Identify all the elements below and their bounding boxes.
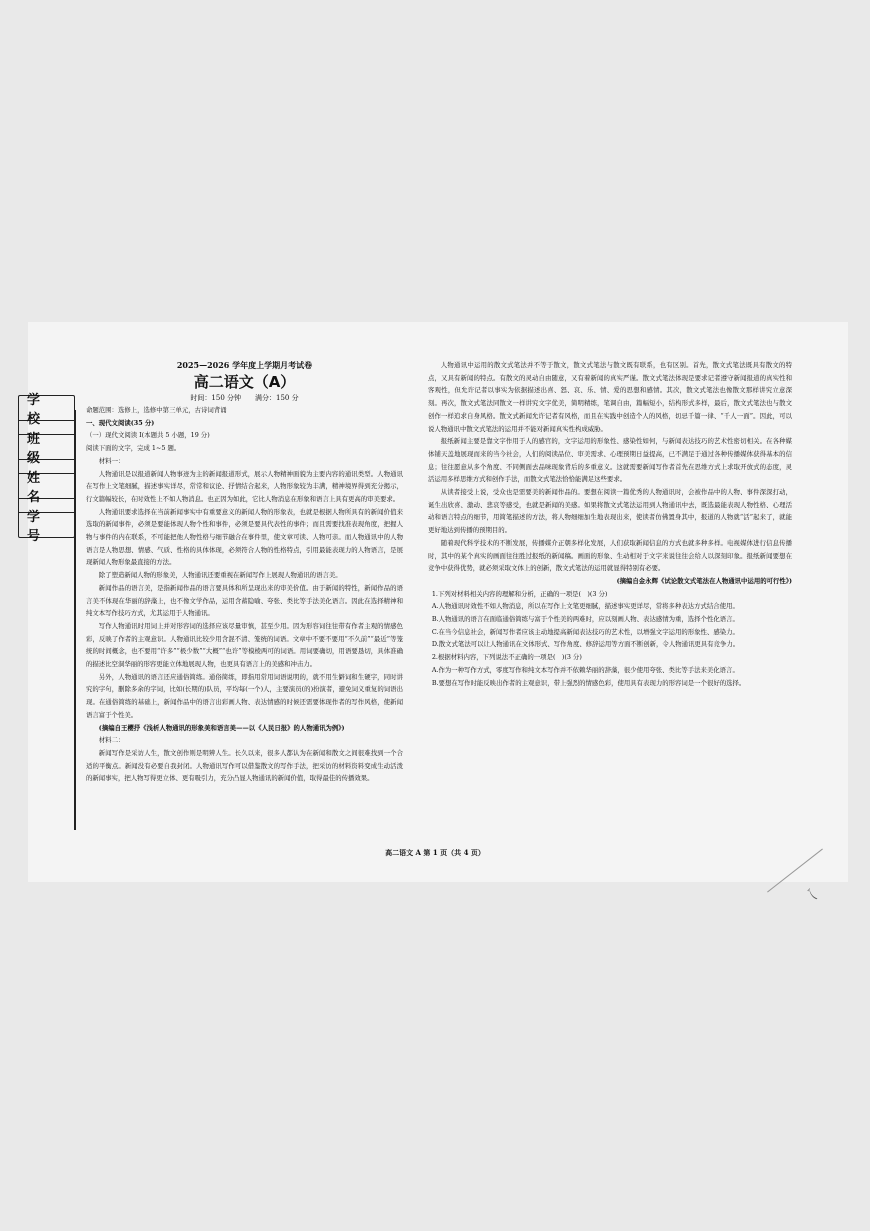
question-stem: 1.下列对材料相关内容的理解和分析，正确的一项是( )(3 分): [431, 589, 608, 598]
paragraph: 另外，人物通讯的语言还应通俗简练。通俗简练，即指用常用词语说明的，就不用生僻词和生硬字，同时讲究的字句，删除多余的字词，比如(长期的)队员，平均每(一个)人，主要演员(的)扮演者，避免词义重复的词语出现。在通俗简练的基础上，新闻作品中的语言出彩画人物、表达情感的时候还需要体现作者的写作风格，使新闻语言富于个性美。: [86, 672, 403, 719]
paragraph: 人物通讯中运用的散文式笔法并不等于散文，散文式笔法与散文既有联系，也有区别。首先，散文式笔法既具有散文的特点，又具有新闻的特点。有散文的灵动自由随意，又有着新闻的真实严谨。散文式笔法体现是要求记者遵守新闻报道的真实性和客观性，但允许记者以事实为依据描述出喜、怒、哀、乐、情、爱的思想和感情。其次，散文式笔法也像散文那样讲究立意深刻。再次，散文式笔法同散文一样讲究文字优美，简明精练，笔调自由，篇幅短小，结构形式多样，最后，散文式笔法也与散文创作一样追求自身风格。散文式新闻允许记者有风格，而且在实践中创造个人的风格，切忌千篇一律、“千人一面”。因此，可以说人物通讯中散文式笔法的运用并不能对新闻真实性构成威胁。: [428, 361, 792, 433]
paragraph: 随着现代科学技术的不断发展，传播媒介正朝多样化发展，人们获取新闻信息的方式也就多种多样。电视媒体进行信息传播时，其中的某个真实的画面往往胜过报纸的新闻稿。画面的形象、生动相对于文字来说往往会给人以深刻印象。报纸新闻要想在竞争中获得优势，就必须采取文体上的创新，散文式笔法的运用就显得特别有必要。: [428, 538, 792, 573]
exam-scope: 命题范围：选修上，选修中第三单元，古诗词背诵: [86, 406, 227, 414]
school-label: 学 校: [19, 396, 74, 421]
binding-line: [74, 410, 76, 830]
paragraph: 新闻写作是采访人生，散文创作则是明辨人生。长久以来，很多人都认为在新闻和散文之间很难找到一个合适的平衡点。新闻没有必要自我封闭。人物通讯写作可以借鉴散文的写作手法，把采访的材料资料变成生动活泼的新闻事实，把人物写得更立体、更有吸引力，充分凸显人物通讯的新闻价值，取得最佳的传播效果。: [86, 748, 403, 783]
source-citation: (摘编自王樱抒《浅析人物通讯的形象美和语言美——以《人民日报》的人物通讯为例》): [98, 723, 345, 732]
paragraph: 人物通讯是以报道新闻人物事迹为主的新闻报道形式，展示人物精神面貌为主要内容的通讯类型。人物通讯在写作上文笔细腻，描述事实详尽，常常和议论、抒情结合起来，人物形象较为丰满，精神境界得到充分揭示，行文篇幅较长，在时效性上不如人物消息。也正因为如此，它比人物消息在形象和语言上具有更高的审美要求。: [86, 469, 403, 503]
text-line: 一、现代文阅读(35 分): [86, 418, 155, 427]
exam-title: 高二语文（A）: [193, 373, 296, 391]
exam-name: 2025—2026 学年度上学期月考试卷: [176, 360, 313, 370]
paragraph: 写作人物通讯时用词上并对形容词的选择应该尽量审慎，甚至少用。因为形容词往往带有作者主观的情感色彩，反映了作者的主观意识。人物通讯比较少用含混不清、笼统的词语。文章中不要不要用“不久前”“最近”等笼统的时间概念，也不要用“许多”“极少数”“大概”“也许”等模棱两可的词语。用词要确切，用语要恳切，具体准确的描述比空洞华丽的形容更能立体地展现人物，也更具有语言上的美感和冲击力。: [86, 621, 403, 669]
answer-option: A.人物通讯时效性不如人物消息，所以在写作上文笔更细腻，描述事实更详尽，常将多种表达方式结合使用。: [431, 602, 739, 611]
source-citation: (摘编自金永辉《试论散文式笔法在人物通讯中运用的可行性》): [616, 576, 792, 585]
answer-option: D.散文式笔法可以让人物通讯在文体形式、写作角度、修辞运用等方面不断创新，令人物通讯更具有竞争力。: [431, 640, 740, 649]
time-score: 时间：150 分钟 满分：150 分: [190, 394, 299, 402]
answer-option: C.在当今信息社会，新闻写作者应该主动地提高新闻表达技巧的艺术性，以增强文字运用的形象性、感染力。: [431, 627, 739, 636]
paragraph: 新闻作品的语言美，是指新闻作品的语言要具体和所呈现出来的审美价值。由于新闻的特性，新闻作品的语言美不体现在华丽的辞藻上，也不像文学作品，运用含蓄隐喻、夸张、类比等手法美化语言。因此在选择精神和纯文本写作技巧方式，尤其运用于人物通讯。: [86, 583, 403, 618]
paragraph: 报纸新闻主要是靠文字作用于人的感官的，文字运用的形象性、感染性如何，与新闻表达技巧的艺术性密切相关。在各种媒体铺天盖地展现而来的当今社会，人们的阅读品位、审美需求、心理预期日益提高，已不满足于通过各种传播媒体获得基本的信息；往往愿意从多个角度、不同侧面去品味现象背后的多重意义。这就需要新闻写作者首先在思维方式上求取开放式的态度，灵活运用多样思维方式和创作手法，而散文式笔法恰恰能满足这些要求。: [428, 437, 792, 484]
paragraph: 材料二：: [98, 736, 125, 745]
answer-option: B.要想在写作时能反映出作者的主观意识，带上强烈的情感色彩，使用具有表现力的形容词是一个很好的选择。: [431, 678, 746, 687]
class-label: 班 级: [19, 435, 74, 460]
stray-mark: 乀: [806, 887, 819, 901]
answer-option: B.人物通讯的语言在面临通俗简练与富于个性美的两难时，应以刻画人物、表达感情为重，选择个性化语言。: [431, 615, 739, 624]
paragraph: 材料一：: [98, 456, 125, 465]
paragraph: 除了塑造新闻人物的形象美，人物通讯还要重视在新闻写作上展现人物通讯的语言美。: [98, 571, 342, 580]
left-column: [86, 359, 403, 785]
answer-option: A.作为一种写作方式，零度写作和纯文本写作并不依赖华丽的辞藻，很少使用夸张、类比等手法来美化语言。: [431, 665, 739, 674]
text-line: （一）现代文阅读 I(本题共 5 小题，19 分): [86, 431, 210, 440]
question-stem: 2.根据材料内容，下列说法不正确的一项是( )(3 分): [431, 653, 582, 662]
student-info-box: [18, 393, 75, 544]
paragraph: 从读者接受上说，受众也是需要美的新闻作品的。要想在阅读一篇优秀的人物通讯时，会被作品中的人物、事件深深打动，诞生出欣喜、激动、悲哀等感受，也就是新闻的美感。如果将散文式笔法运用到人物通讯中去，既选最能表现人物性格、心理活动和语言特点的细节，用简笔描述的方法，将人物细细加生地表现出来，使读者仿佛置身其中，报道的人物就“活”起来了，就能更好地达到传播的预期目的。: [428, 488, 792, 535]
page-footer: 高二语文 A 第 1 页（共 4 页）: [385, 848, 485, 857]
paragraph: 人物通讯要求选择在当前新闻事实中有重要意义的新闻人物的形象表，也就是根据人物所具有的新闻价值来选取的新闻事件，必须是要能体现人物个性和事件，必须是要具代表性的事件；而且需要找准表现角度，把握人物与事件的内在联系，不可能把他人物性格与细节融合在事件里，使文章可读、人物可亲。而人物通讯中的人物语言是人物思想、情感、气质、性格的具体体现，必须符合人物的性格特点，引用最能表现力的人物语言，是展现新闻人物形象最直接的方法。: [86, 507, 403, 567]
right-column: [428, 359, 792, 689]
student-number-label: 学 号: [27, 510, 51, 544]
text-line: 阅读下面的文字，完成 1~5 题。: [86, 444, 181, 453]
name-label: 姓 名: [19, 474, 74, 499]
